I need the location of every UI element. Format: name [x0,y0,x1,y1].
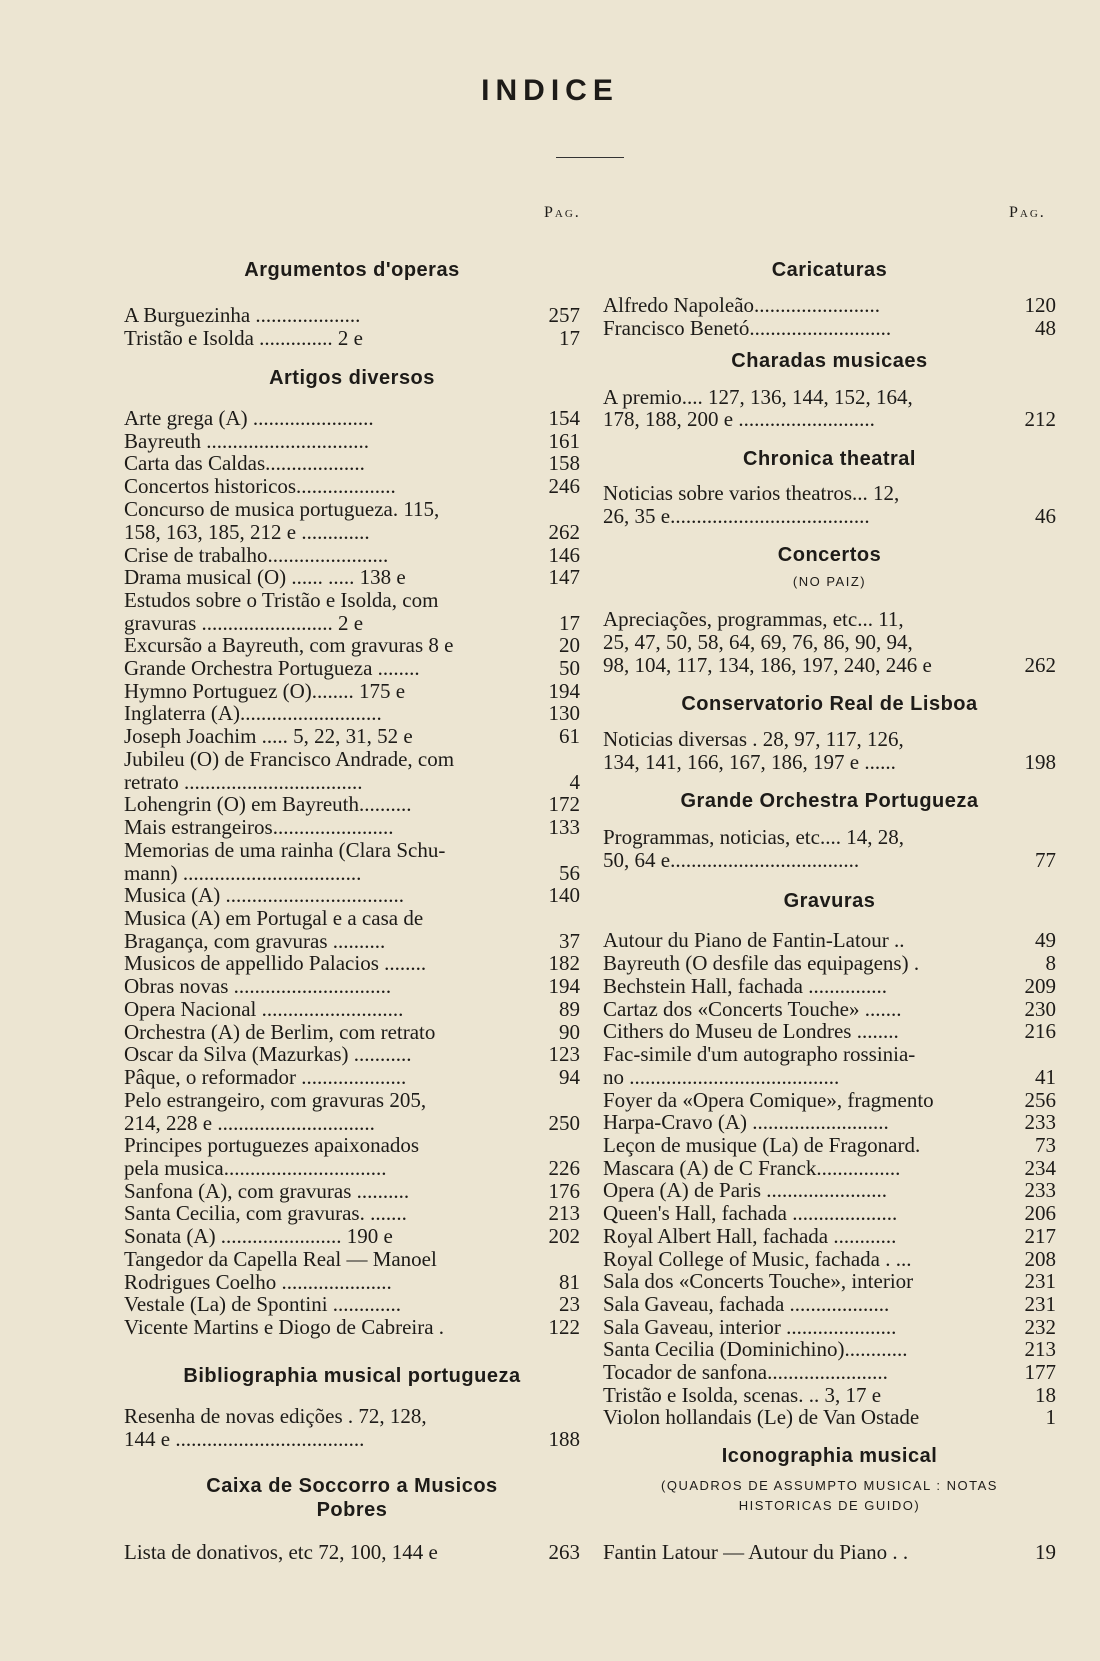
entry-page: 202 [548,1224,580,1248]
entry-page: 154 [548,406,580,430]
entry-page: 216 [1024,1019,1056,1043]
entry-page: 120 [1024,293,1056,317]
entry-page: 226 [548,1156,580,1180]
entry-title: Vestale (La) de Spontini ............. [124,1292,402,1316]
entry-title: 25, 47, 50, 58, 64, 69, 76, 86, 90, 94, [603,630,913,654]
section-subheading: (QUADROS DE ASSUMPTO MUSICAL : NOTAS [661,1478,998,1493]
entry-title: Grande Orchestra Portugueza ........ [124,656,420,680]
entry-page: 81 [559,1270,580,1294]
entry-page: 262 [548,520,580,544]
entry-title: Foyer da «Opera Comique», fragmento [603,1088,934,1112]
title-rule [556,157,624,158]
entry-page: 188 [548,1427,580,1451]
entry-title: Noticias diversas . 28, 97, 117, 126, [603,727,904,751]
entry-title: Orchestra (A) de Berlim, com retrato [124,1020,436,1044]
entry-page: 234 [1024,1156,1056,1180]
entry-page: 56 [559,861,580,885]
section-heading: Iconographia musical [721,1445,938,1467]
entry-title: Programmas, noticias, etc.... 14, 28, [603,825,904,849]
entry-title: 134, 141, 166, 167, 186, 197 e ...... [603,750,896,774]
entry-title: mann) .................................. [124,861,362,885]
entry-page: 194 [548,974,580,998]
entry-title: Bragança, com gravuras .......... [124,929,386,953]
entry-title: Jubileu (O) de Francisco Andrade, com [124,747,455,771]
entry-page: 46 [1035,504,1056,528]
entry-title: Santa Cecilia, com gravuras. ....... [124,1201,407,1225]
entry-page: 256 [1024,1088,1056,1112]
entry-page: 94 [559,1065,580,1089]
page-column-header-right: Pag. [1009,204,1046,221]
entry-page: 19 [1035,1540,1056,1564]
entry-title: Fac-simile d'um autographo rossinia- [603,1042,916,1066]
entry-title: Obras novas .............................. [124,974,392,998]
entry-title: retrato .................................. [124,770,363,794]
entry-page: 49 [1035,928,1056,952]
entry-title: Principes portuguezes apaixonados [124,1133,420,1157]
entry-title: Musicos de appellido Palacios ........ [124,951,427,975]
entry-page: 123 [548,1042,580,1066]
entry-page: 232 [1024,1315,1056,1339]
entry-title: Vicente Martins e Diogo de Cabreira . [124,1315,445,1339]
entry-page: 213 [548,1201,580,1225]
entry-title: 26, 35 e...................................... [603,504,870,528]
entry-title: Pelo estrangeiro, com gravuras 205, [124,1088,427,1112]
entry-title: Resenha de novas edições . 72, 128, [124,1404,427,1428]
entry-page: 177 [1024,1360,1056,1384]
entry-page: 122 [548,1315,580,1339]
entry-title: Sonata (A) ....................... 190 e [124,1224,393,1248]
entry-title: Oscar da Silva (Mazurkas) ........... [124,1042,412,1066]
entry-title: Carta das Caldas................... [124,451,365,475]
entry-title: Mascara (A) de C Franck................ [603,1156,901,1180]
entry-title: 158, 163, 185, 212 e ............. [124,520,370,544]
entry-title: Sala Gaveau, fachada ................... [603,1292,890,1316]
entry-page: 50 [559,656,580,680]
entry-title: Tocador de sanfona....................... [603,1360,888,1384]
entry-page: 233 [1024,1178,1056,1202]
entry-title: Alfredo Napoleão........................ [603,293,881,317]
entry-title: Opera Nacional ........................... [124,997,404,1021]
section-heading: Concertos [777,544,882,566]
entry-page: 8 [1045,951,1056,975]
entry-title: Inglaterra (A)........................... [124,701,382,725]
entry-page: 17 [559,611,580,635]
entry-title: Lohengrin (O) em Bayreuth.......... [124,792,412,816]
entry-title: A premio.... 127, 136, 144, 152, 164, [603,385,913,409]
entry-title: Francisco Benetó........................... [603,316,892,340]
entry-page: 61 [559,724,580,748]
entry-title: Tristão e Isolda .............. 2 e [124,326,363,350]
entry-title: 98, 104, 117, 134, 186, 197, 240, 246 e [603,653,932,677]
section-subheading: HISTORICAS DE GUIDO) [738,1498,921,1513]
entry-title: 144 e .................................... [124,1427,365,1451]
entry-page: 206 [1024,1201,1056,1225]
entry-title: Musica (A) .................................. [124,883,404,907]
entry-page: 209 [1024,974,1056,998]
entry-title: Bechstein Hall, fachada ............... [603,974,887,998]
entry-title: 214, 228 e .............................. [124,1111,375,1135]
entry-title: Harpa-Cravo (A) .......................... [603,1110,889,1134]
section-heading: Pobres [316,1499,388,1521]
entry-page: 20 [559,633,580,657]
entry-title: Sala dos «Concerts Touche», interior [603,1269,914,1293]
entry-title: Noticias sobre varios theatros... 12, [603,481,900,505]
entry-page: 250 [548,1111,580,1135]
section-heading: Caixa de Soccorro a Musicos [206,1475,498,1497]
entry-title: pela musica............................... [124,1156,387,1180]
entry-title: Fantin Latour — Autour du Piano . . [603,1540,909,1564]
entry-page: 18 [1035,1383,1056,1407]
entry-title: Memorias de uma rainha (Clara Schu- [124,838,446,862]
entry-title: Arte grega (A) ....................... [124,406,374,430]
entry-page: 73 [1035,1133,1056,1157]
entry-title: Cartaz dos «Concerts Touche» ....... [603,997,902,1021]
entry-title: Royal College of Music, fachada . ... [603,1247,912,1271]
section-heading: Conservatorio Real de Lisboa [681,693,978,715]
entry-page: 4 [569,770,580,794]
section-heading: Artigos diversos [269,367,435,389]
entry-title: Hymno Portuguez (O)........ 175 e [124,679,406,703]
entry-title: Excursão a Bayreuth, com gravuras 8 e [124,633,454,657]
entry-page: 213 [1024,1337,1056,1361]
entry-title: Bayreuth (O desfile das equipagens) . [603,951,920,975]
entry-page: 230 [1024,997,1056,1021]
entry-page: 23 [559,1292,580,1316]
entry-title: Opera (A) de Paris ....................... [603,1178,888,1202]
entry-title: Santa Cecilia (Dominichino)............ [603,1337,908,1361]
entry-page: 233 [1024,1110,1056,1134]
entry-page: 176 [548,1179,580,1203]
entry-title: Lista de donativos, etc 72, 100, 144 e [124,1540,438,1564]
entry-page: 263 [548,1540,580,1564]
section-heading: Bibliographia musical portugueza [183,1365,521,1387]
section-heading: Grande Orchestra Portugueza [680,790,979,812]
entry-page: 90 [559,1020,580,1044]
entry-title: Violon hollandais (Le) de Van Ostade [603,1405,920,1429]
entry-page: 262 [1024,653,1056,677]
section-heading: Charadas musicaes [731,350,928,372]
entry-page: 246 [548,474,580,498]
entry-page: 89 [559,997,580,1021]
entry-title: Bayreuth ............................... [124,429,369,453]
entry-title: Musica (A) em Portugal e a casa de [124,906,424,930]
entry-page: 147 [548,565,580,589]
entry-page: 48 [1035,316,1056,340]
entry-page: 37 [559,929,580,953]
entry-page: 182 [548,951,580,975]
entry-title: A Burguezinha .................... [124,303,361,327]
entry-title: Rodrigues Coelho ..................... [124,1270,392,1294]
entry-page: 77 [1035,848,1056,872]
entry-title: Tristão e Isolda, scenas. .. 3, 17 e [603,1383,882,1407]
entry-title: 178, 188, 200 e .......................... [603,407,875,431]
entry-title: gravuras ......................... 2 e [124,611,364,635]
entry-title: Leçon de musique (La) de Fragonard. [603,1133,921,1157]
entry-page: 158 [548,451,580,475]
entry-title: Pâque, o reformador .................... [124,1065,407,1089]
entry-title: Estudos sobre o Tristão e Isolda, com [124,588,439,612]
entry-title: Joseph Joachim ..... 5, 22, 31, 52 e [124,724,413,748]
entry-page: 212 [1024,407,1056,431]
entry-title: Sala Gaveau, interior ..................... [603,1315,897,1339]
entry-title: Sanfona (A), com gravuras .......... [124,1179,410,1203]
entry-title: 50, 64 e.................................... [603,848,860,872]
section-heading: Gravuras [783,890,876,912]
section-subheading: (NO PAIZ) [792,574,867,589]
entry-page: 231 [1024,1269,1056,1293]
entry-page: 172 [548,792,580,816]
entry-title: Royal Albert Hall, fachada ............ [603,1224,897,1248]
entry-page: 146 [548,543,580,567]
section-heading: Argumentos d'operas [244,259,460,281]
entry-page: 130 [548,701,580,725]
entry-title: no ........................................ [603,1065,840,1089]
entry-title: Concertos historicos................... [124,474,396,498]
entry-page: 133 [548,815,580,839]
entry-title: Drama musical (O) ...... ..... 138 e [124,565,406,589]
page-column-header-left: Pag. [544,204,581,221]
entry-page: 257 [548,303,580,327]
entry-page: 17 [559,326,580,350]
entry-page: 198 [1024,750,1056,774]
entry-title: Autour du Piano de Fantin-Latour .. [603,928,905,952]
entry-page: 41 [1035,1065,1056,1089]
entry-page: 231 [1024,1292,1056,1316]
entry-title: Mais estrangeiros....................... [124,815,394,839]
page-title: INDICE [481,74,619,107]
entry-title: Concurso de musica portugueza. 115, [124,497,440,521]
section-heading: Chronica theatral [743,448,916,470]
entry-page: 194 [548,679,580,703]
entry-title: Queen's Hall, fachada .................... [603,1201,898,1225]
entry-title: Tangedor da Capella Real — Manoel [124,1247,437,1271]
section-heading: Caricaturas [771,259,888,281]
entry-page: 140 [548,883,580,907]
entry-title: Crise de trabalho....................... [124,543,389,567]
entry-page: 208 [1024,1247,1056,1271]
entry-page: 217 [1024,1224,1056,1248]
entry-page: 1 [1045,1405,1056,1429]
entry-title: Apreciações, programmas, etc... 11, [603,607,904,631]
entry-title: Cithers do Museu de Londres ........ [603,1019,899,1043]
entry-page: 161 [548,429,580,453]
